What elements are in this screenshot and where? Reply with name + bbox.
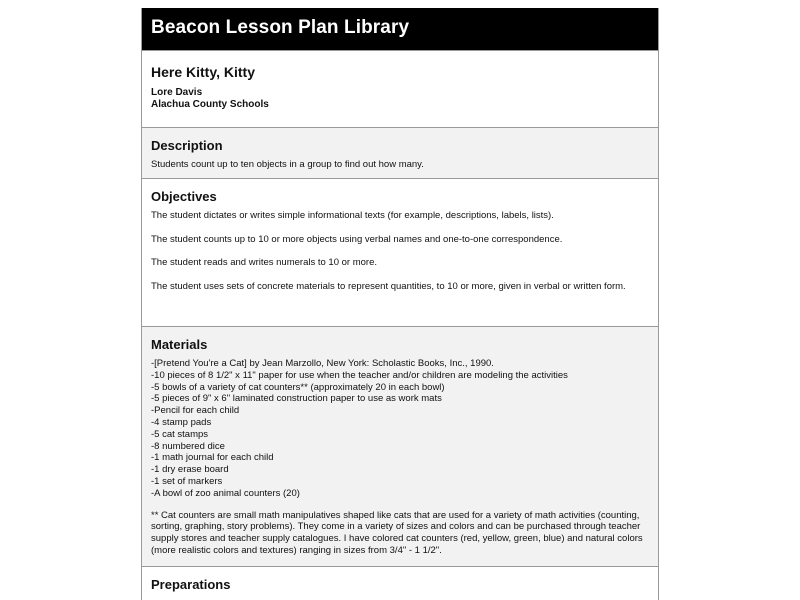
material-item: -Pencil for each child: [151, 405, 240, 417]
material-item: -1 dry erase board: [151, 464, 229, 476]
preparations-section: [142, 566, 658, 600]
material-item: -1 set of markers: [151, 475, 223, 487]
material-item: -1 math journal for each child: [151, 452, 274, 464]
materials-heading: Materials: [151, 337, 208, 352]
description-heading: Description: [151, 138, 223, 153]
objectives-section: [142, 178, 658, 326]
site-title: Beacon Lesson Plan Library: [151, 17, 410, 38]
site-banner: [142, 8, 658, 50]
materials-section: [142, 326, 658, 566]
objective-item: The student counts up to 10 or more objects using verbal names and one-to-one correspondence.: [151, 233, 563, 245]
materials-list: [151, 358, 648, 500]
material-item: -A bowl of zoo animal counters (20): [151, 487, 300, 499]
material-item: -5 cat stamps: [151, 428, 209, 440]
material-item: -[Pretend You're a Cat] by Jean Marzollo, New York: Scholastic Books, Inc., 1990.: [151, 358, 494, 369]
lesson-school: Alachua County Schools: [151, 99, 269, 110]
material-item: -4 stamp pads: [151, 416, 212, 428]
lesson-plan-page: [141, 8, 659, 600]
description-section: [142, 127, 658, 178]
material-item: -8 numbered dice: [151, 440, 225, 452]
lesson-header-section: [142, 50, 658, 127]
objectives-heading: Objectives: [151, 189, 217, 204]
objective-item: The student dictates or writes simple informational texts (for example, descriptions, labels, lists).: [151, 210, 554, 221]
material-item: -5 pieces of 9" x 6" laminated construction paper to use as work mats: [151, 393, 442, 405]
cat-counters-note: ** Cat counters are small math manipulatives shaped like cats that are used for a variety of math activities (counting, sorting, graphing, story problems). They come in a variety of sizes and colors and can be purchased through teacher supply stores and teacher supply catalogues. I have colored cat counters (red, yellow, green, blue) and natural colors (more realistic colors and textures) ranging in sizes from 3/4" - 1 1/2".: [151, 509, 643, 556]
objective-item: The student reads and writes numerals to 10 or more.: [151, 257, 378, 268]
preparations-heading: Preparations: [151, 577, 231, 592]
lesson-title: Here Kitty, Kitty: [151, 64, 255, 80]
material-item: -5 bowls of a variety of cat counters** (approximately 20 in each bowl): [151, 381, 445, 393]
lesson-author: Lore Davis: [151, 87, 203, 98]
material-item: -10 pieces of 8 1/2" x 11" paper for use when the teacher and/or children are modeling the activities: [151, 369, 568, 381]
objective-item: The student uses sets of concrete materials to represent quantities, to 10 or more, given in verbal or written form.: [151, 280, 626, 292]
description-text: Students count up to ten objects in a group to find out how many.: [151, 159, 424, 170]
